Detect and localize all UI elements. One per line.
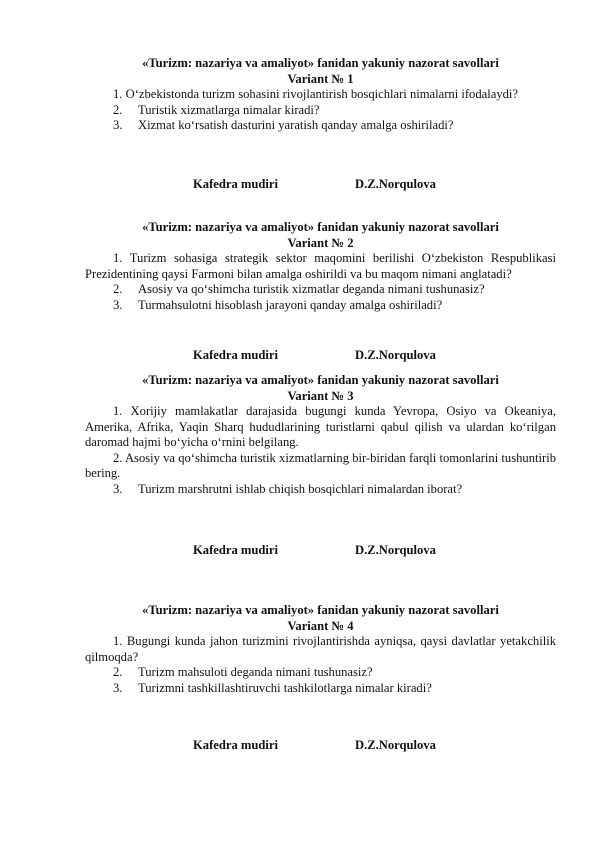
variant-title: «Turizm: nazariya va amaliyot» fanidan yakuniy nazorat savollari	[142, 373, 499, 387]
variant-block-1	[85, 55, 556, 134]
question-2	[85, 103, 556, 119]
question-3	[85, 482, 556, 498]
signature-role: Kafedra mudiri	[193, 738, 279, 752]
question-1: 1. Xorijiy mamlakatlar darajasida bugungi kunda Yevropa, Osiyo va Okeaniya, Amerika, Afrika, Yaqin Sharq hududlarining turistlarni qabul qilish va ulardan ko‘rilgan daromad hajmi bo‘yicha o‘rnini belgilang.	[85, 404, 556, 450]
question-3	[85, 681, 556, 697]
question-text: Turizmni tashkillashtiruvchi tashkilotlarga nimalar kiradi?	[138, 680, 432, 695]
variant-title: «Turizm: nazariya va amaliyot» fanidan yakuniy nazorat savollari	[142, 603, 499, 617]
variant-title: «Turizm: nazariya va amaliyot» fanidan yakuniy nazorat savollari	[142, 220, 499, 234]
question-number: 2.	[113, 665, 123, 680]
variant-title: «Turizm: nazariya va amaliyot» fanidan yakuniy nazorat savollari	[142, 56, 499, 70]
question-2	[85, 282, 556, 298]
variant-number: Variant № 4	[287, 619, 354, 633]
question-number: 3.	[113, 118, 123, 133]
question-number: 3.	[113, 680, 123, 695]
question-text: Turizm mahsuloti deganda nimani tushunasiz?	[138, 665, 373, 680]
question-3	[85, 298, 556, 314]
question-number: 3.	[113, 481, 123, 496]
question-text: Turizm marshrutni ishlab chiqish bosqichlari nimalardan iborat?	[138, 481, 463, 496]
question-text: Asosiy va qo‘shimcha turistik xizmatlar deganda nimani tushunasiz?	[138, 282, 485, 297]
signature-role: Kafedra mudiri	[193, 348, 279, 362]
question-2	[85, 665, 556, 681]
signature-name: D.Z.Norqulova	[355, 738, 436, 752]
question-2: 2. Asosiy va qo‘shimcha turistik xizmatlarning bir-biridan farqli tomonlarini tushuntirib bering.	[85, 450, 556, 481]
question-text: Xizmat ko‘rsatish dasturini yaratish qanday amalga oshiriladi?	[138, 118, 454, 133]
signature-name: D.Z.Norqulova	[355, 348, 436, 362]
signature-role: Kafedra mudiri	[193, 177, 279, 191]
signature-role: Kafedra mudiri	[193, 543, 279, 557]
variant-number: Variant № 2	[287, 236, 354, 250]
question-1: 1. Bugungi kunda jahon turizmini rivojlantirishda ayniqsa, qaysi davlatlar yetakchilik qilmoqda?	[85, 634, 556, 664]
question-3	[85, 118, 556, 134]
question-1: 1. O‘zbekistonda turizm sohasini rivojlantirish bosqichlari nimalarni ifodalaydi?	[113, 87, 519, 101]
question-text: Turistik xizmatlarga nimalar kiradi?	[138, 102, 320, 117]
variant-number: Variant № 3	[287, 389, 354, 403]
variant-block-2	[85, 219, 556, 313]
variant-block-3	[85, 372, 556, 498]
signature-name: D.Z.Norqulova	[355, 177, 436, 191]
signature-name: D.Z.Norqulova	[355, 543, 436, 557]
question-text: Turmahsulotni hisoblash jarayoni qanday amalga oshiriladi?	[138, 297, 443, 312]
variant-block-4	[85, 602, 556, 696]
question-1: 1. Turizm sohasiga strategik sektor maqomini berilishi O‘zbekiston Respublikasi Prezidentining qaysi Farmoni bilan amalga oshirildi va bu maqom nimani anglatadi?	[85, 251, 556, 281]
variant-number: Variant № 1	[287, 72, 354, 86]
question-number: 2.	[113, 102, 123, 117]
question-number: 3.	[113, 297, 123, 312]
question-number: 2.	[113, 282, 123, 297]
